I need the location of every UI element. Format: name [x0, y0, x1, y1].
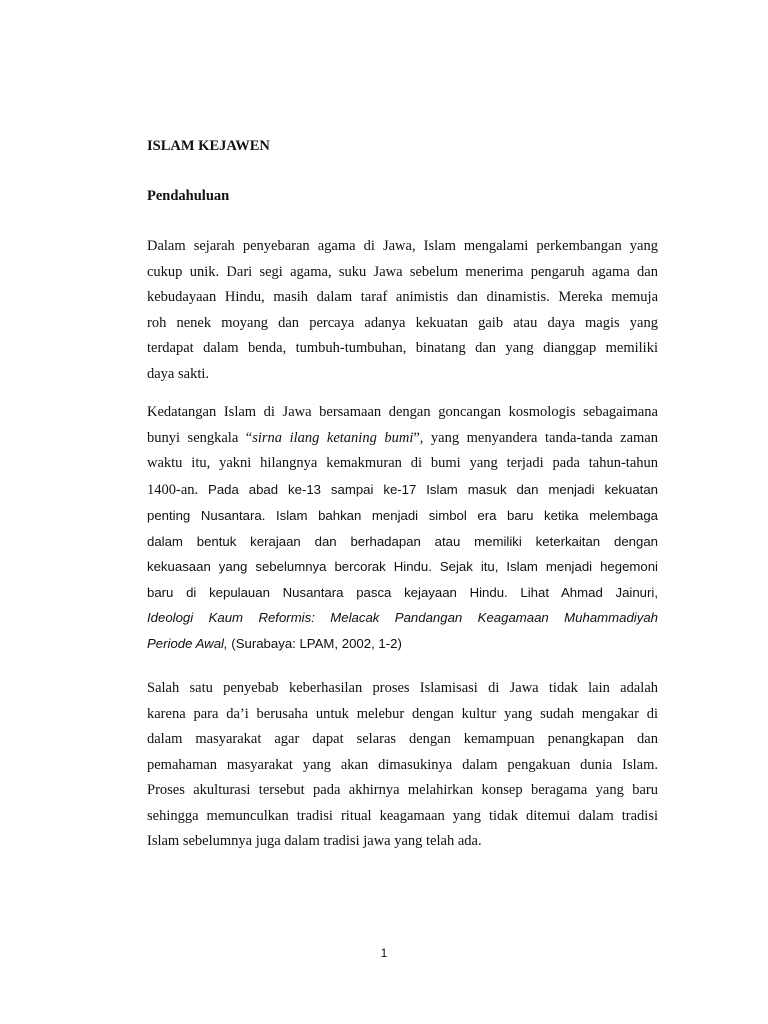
- paragraph-3-line: dalam masyarakat agar dapat selaras dengan kemampuan penangkapan dan: [147, 731, 658, 747]
- text-run: 1400-an.: [147, 481, 209, 498]
- paragraph-2-line: Kedatangan Islam di Jawa bersamaan dengan goncangan kosmologis sebagaimana: [147, 404, 658, 420]
- paragraph-2-line: [147, 426, 658, 452]
- paragraph-1-line: cukup unik. Dari segi agama, suku Jawa sebelum menerima pengaruh agama dan: [147, 263, 658, 280]
- paragraph-1-line: daya sakti.: [147, 365, 210, 382]
- paragraph-1-line: kebudayaan Hindu, masih dalam taraf animistis dan dinamistis. Mereka memuja: [147, 289, 658, 305]
- page-number: 1: [380, 946, 388, 960]
- text-run: ”, yang menyandera tanda-tanda zaman: [413, 429, 658, 446]
- paragraph-2-line: kekuasaan yang sebelumnya bercorak Hindu. Sejak itu, Islam menjadi hegemoni: [147, 559, 658, 574]
- paragraph-3-line: karena para da’i berusaha untuk melebur dengan kultur yang sudah mengakar di: [147, 705, 658, 722]
- paragraph-1: [147, 234, 658, 387]
- citation-title-line: Ideologi Kaum Reformis: Melacak Pandangan Keagamaan Muhammadiyah: [147, 610, 658, 625]
- document-title: ISLAM KEJAWEN: [147, 138, 270, 154]
- paragraph-2-line: baru di kepulauan Nusantara pasca kejayaan Hindu. Lihat Ahmad Jainuri,: [147, 584, 658, 600]
- section-heading: Pendahuluan: [147, 188, 230, 204]
- document-body: [147, 136, 659, 849]
- paragraph-1-line: terdapat dalam benda, tumbuh-tumbuhan, binatang dan yang dianggap memiliki: [147, 340, 658, 356]
- paragraph-3: [147, 676, 658, 855]
- paragraph-2-line: dalam bentuk kerajaan dan berhadapan atau memiliki keterkaitan dengan: [147, 533, 658, 549]
- text-run: bunyi sengkala “: [147, 429, 253, 446]
- paragraph-3-line: Islam sebelumnya juga dalam tradisi jawa yang telah ada.: [147, 833, 482, 849]
- paragraph-2-line: penting Nusantara. Islam bahkan menjadi simbol era baru ketika melembaga: [147, 508, 658, 523]
- paragraph-3-line: Proses akulturasi tersebut pada akhirnya melahirkan konsep beragama yang baru: [147, 782, 658, 798]
- citation-publisher: (Surabaya: LPAM, 2002, 1-2): [227, 635, 402, 651]
- paragraph-2: [147, 400, 658, 656]
- paragraph-1-line: roh nenek moyang dan percaya adanya kekuatan gaib atau daya magis yang: [147, 314, 658, 331]
- paragraph-2-line: [147, 631, 658, 657]
- paragraph-1-line: Dalam sejarah penyebaran agama di Jawa, Islam mengalami perkembangan yang: [147, 238, 658, 254]
- paragraph-3-line: pemahaman masyarakat yang akan dimasukinya dalam pengakuan dunia Islam.: [147, 756, 658, 773]
- paragraph-2-line: waktu itu, yakni hilangnya kemakmuran di bumi yang terjadi pada tahun-tahun: [147, 455, 658, 471]
- paragraph-3-line: Salah satu penyebab keberhasilan proses Islamisasi di Jawa tidak lain adalah: [147, 680, 658, 696]
- citation-title-end: Periode Awal,: [147, 635, 228, 651]
- sengkala-quote: sirna ilang ketaning bumi: [252, 429, 414, 446]
- paragraph-2-line: [147, 477, 658, 504]
- footnote-text-run: Pada abad ke-13 sampai ke-17 Islam masuk dan menjadi kekuatan: [208, 481, 659, 497]
- paragraph-3-line: sehingga memunculkan tradisi ritual keagamaan yang tidak ditemui dalam tradisi: [147, 807, 658, 824]
